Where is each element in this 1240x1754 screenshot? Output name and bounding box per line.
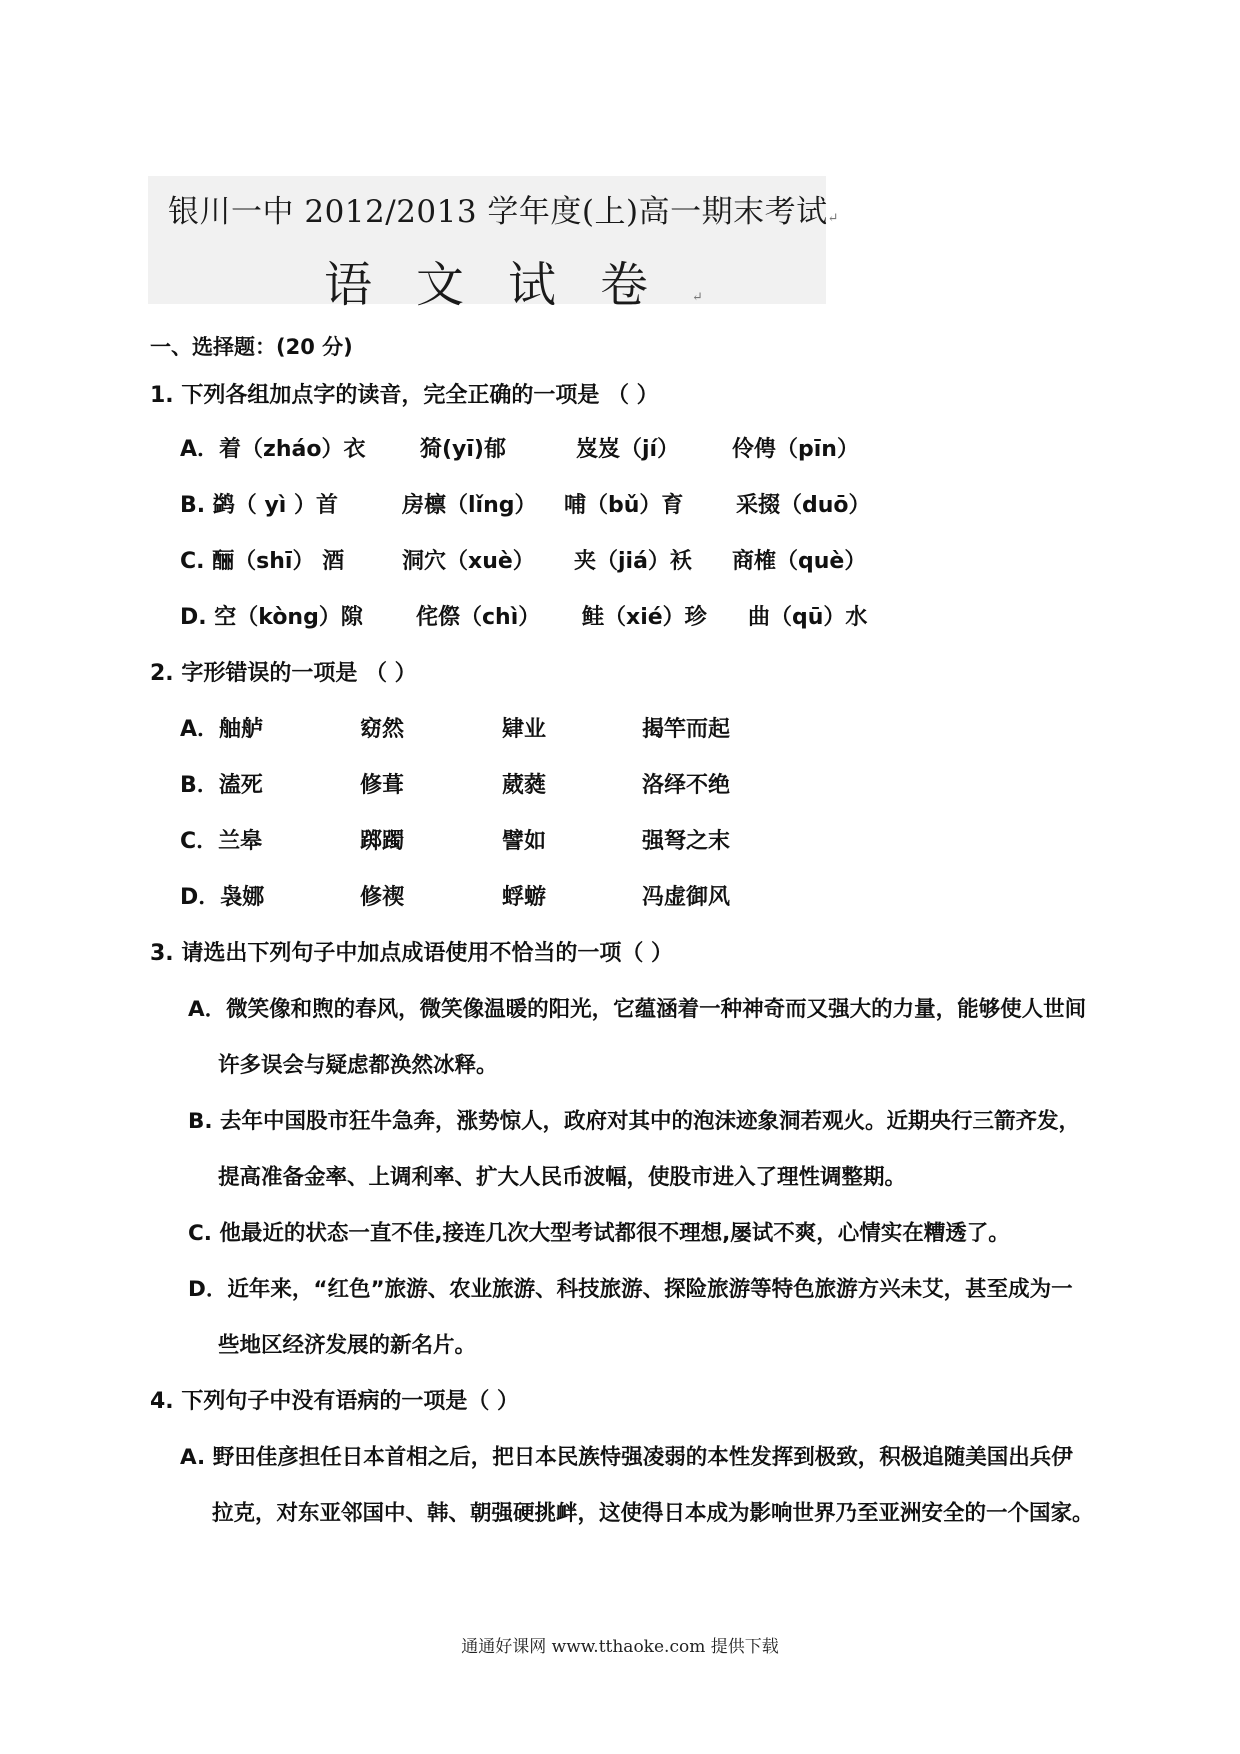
q3-option-d-line1: D．近年来，“红色”旅游、农业旅游、科技旅游、探险旅游等特色旅游方兴未艾，甚至成为一 <box>188 1277 1073 1302</box>
q2-option-cell: 踯躅 <box>360 829 405 854</box>
q1-option-cell: 伶俜（pīn） <box>732 437 859 462</box>
q1-option-cell: 岌岌（jí） <box>576 437 680 462</box>
question-1-title: 1. 下列各组加点字的读音，完全正确的一项是 （ ） <box>150 383 659 408</box>
q2-option-cell: 强弩之末 <box>642 829 731 854</box>
q2-option-cell: 修葺 <box>360 773 405 798</box>
q3-option-c-line1: C. 他最近的状态一直不佳,接连几次大型考试都很不理想,屡试不爽，心情实在糟透了。 <box>188 1221 1010 1246</box>
q1-option-cell: 夹（jiá）袄 <box>574 549 692 574</box>
q1-option-cell: 采掇（duō） <box>736 493 871 518</box>
q1-option-cell: 商榷（què） <box>732 549 867 574</box>
return-mark-icon: ↵ <box>827 211 839 226</box>
q1-option-cell: 侘傺（chì） <box>416 605 541 630</box>
question-2-title: 2. 字形错误的一项是 （ ） <box>150 661 417 686</box>
q1-option-cell: 鲑（xié）珍 <box>582 605 707 630</box>
q2-option-cell: A．舳舻 <box>180 717 264 742</box>
q2-option-cell: 冯虚御风 <box>642 885 731 910</box>
q2-option-cell: B．溘死 <box>180 773 263 798</box>
q2-option-cell: 譬如 <box>502 829 547 854</box>
q2-option-cell: 肄业 <box>502 717 547 742</box>
question-3-title: 3. 请选出下列句子中加点成语使用不恰当的一项（ ） <box>150 941 673 966</box>
q1-option-cell: 房檩（lǐng） <box>402 493 537 518</box>
q3-option-b-line2: 提高准备金率、上调利率、扩大人民币波幅，使股市进入了理性调整期。 <box>218 1165 907 1190</box>
q1-option-cell: D. 空（kòng）隙 <box>180 605 363 630</box>
q1-option-cell: A．着（zháo）衣 <box>180 437 366 462</box>
q3-option-a-line1: A．微笑像和煦的春风，微笑像温暖的阳光，它蕴涵着一种神奇而又强大的力量，能够使人世间 <box>188 997 1087 1022</box>
q3-option-b-line1: B. 去年中国股市狂牛急奔，涨势惊人，政府对其中的泡沫迹象洞若观火。近期央行三箭齐发， <box>188 1109 1081 1134</box>
q1-option-cell: C. 酾（shī） 酒 <box>180 549 345 574</box>
q1-option-cell: 洞穴（xuè） <box>402 549 535 574</box>
q4-option-a-line2: 拉克，对东亚邻国中、韩、朝强硬挑衅，这使得日本成为影响世界乃至亚洲安全的一个国家。 <box>212 1501 1094 1526</box>
q2-option-cell: 葳蕤 <box>502 773 547 798</box>
page-footer: 通通好课网 www.tthaoke.com 提供下载 <box>461 1637 779 1657</box>
exam-subtitle: 语文试卷↵ <box>324 257 703 313</box>
question-4-title: 4. 下列句子中没有语病的一项是（ ） <box>150 1389 519 1414</box>
return-mark-icon: ↵ <box>692 290 703 305</box>
q1-option-cell: 哺（bǔ）育 <box>564 493 684 518</box>
q2-option-cell: D．袅娜 <box>180 885 265 910</box>
q2-option-cell: 洛绎不绝 <box>642 773 731 798</box>
q2-option-cell: C．兰皋 <box>180 829 263 854</box>
q1-option-cell: 猗(yī)郁 <box>420 437 506 462</box>
exam-title: 银川一中 2012/2013 学年度(上)高一期末考试↵ <box>168 194 839 230</box>
q2-option-cell: 窈然 <box>360 717 405 742</box>
q1-option-cell: B. 鹢（ yì ）首 <box>180 493 338 518</box>
q1-option-cell: 曲（qū）水 <box>748 605 868 630</box>
q2-option-cell: 揭竿而起 <box>642 717 731 742</box>
q2-option-cell: 修禊 <box>360 885 405 910</box>
q3-option-d-line2: 些地区经济发展的新名片。 <box>218 1333 477 1358</box>
q4-option-a-line1: A. 野田佳彦担任日本首相之后，把日本民族恃强凌弱的本性发挥到极致，积极追随美国出兵伊 <box>180 1445 1073 1470</box>
section-title: 一、选择题：(20 分) <box>150 335 353 359</box>
q3-option-a-line2: 许多误会与疑虑都涣然冰释。 <box>218 1053 498 1078</box>
q2-option-cell: 蜉蝣 <box>502 885 547 910</box>
